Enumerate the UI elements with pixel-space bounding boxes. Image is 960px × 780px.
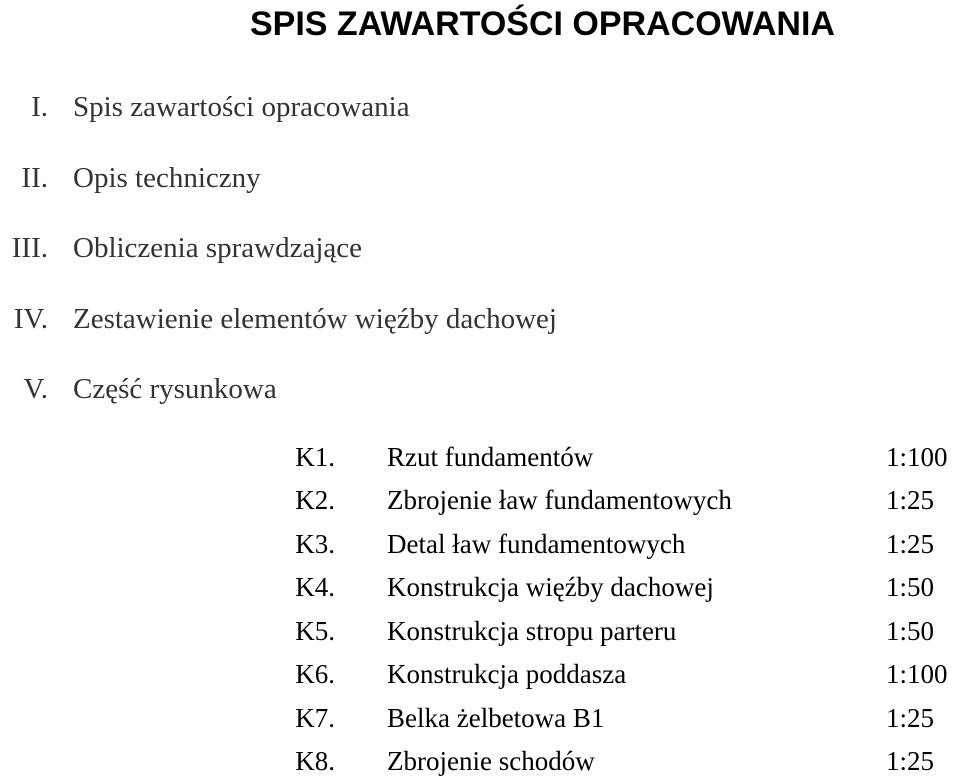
drawing-code: K6. (295, 659, 335, 689)
drawing-scale: 1:25 (886, 485, 935, 515)
drawing-name: Belka żelbetowa B1 (387, 703, 605, 733)
drawing-scale: 1:25 (886, 529, 935, 559)
drawing-row-k8 (0, 743, 960, 779)
drawing-row-k7 (0, 700, 960, 736)
drawing-name: Detal ław fundamentowych (387, 529, 686, 559)
drawing-code: K3. (295, 529, 335, 559)
drawing-scale: 1:100 (886, 659, 948, 689)
drawing-code: K1. (295, 442, 335, 472)
drawing-scale: 1:50 (886, 616, 935, 646)
document-title: SPIS ZAWARTOŚCI OPRACOWANIA (250, 5, 835, 43)
drawing-name: Konstrukcja więźby dachowej (387, 572, 714, 602)
drawing-code: K5. (295, 616, 335, 646)
drawing-row-k6 (0, 656, 960, 692)
drawing-scale: 1:50 (886, 572, 935, 602)
drawing-code: K2. (295, 485, 335, 515)
toc-item-label: Opis techniczny (73, 162, 261, 194)
drawing-code: K7. (295, 703, 335, 733)
toc-item-label: Zestawienie elementów więźby dachowej (73, 303, 557, 335)
drawing-code: K4. (295, 572, 335, 602)
drawing-row-k5 (0, 613, 960, 649)
drawing-row-k4 (0, 569, 960, 605)
toc-item-number: II. (21, 162, 48, 194)
drawing-name: Konstrukcja poddasza (387, 659, 627, 689)
toc-item-1 (0, 87, 960, 127)
toc-item-4 (0, 299, 960, 339)
drawing-row-k3 (0, 526, 960, 562)
toc-item-label: Obliczenia sprawdzające (73, 232, 363, 264)
drawing-row-k1 (0, 439, 960, 475)
drawing-scale: 1:100 (886, 442, 948, 472)
toc-item-label: Część rysunkowa (73, 373, 277, 405)
drawing-scale: 1:25 (886, 746, 935, 776)
toc-item-number: V. (23, 373, 48, 405)
drawing-name: Rzut fundamentów (387, 442, 594, 472)
toc-item-3 (0, 228, 960, 268)
drawing-code: K8. (295, 746, 335, 776)
toc-item-number: IV. (13, 303, 48, 335)
drawing-row-k2 (0, 482, 960, 518)
toc-item-5 (0, 369, 960, 409)
toc-item-number: I. (31, 91, 48, 123)
drawing-name: Zbrojenie ław fundamentowych (387, 485, 732, 515)
drawing-name: Konstrukcja stropu parteru (387, 616, 677, 646)
drawing-scale: 1:25 (886, 703, 935, 733)
toc-item-number: III. (11, 232, 48, 264)
toc-item-2 (0, 158, 960, 198)
toc-item-label: Spis zawartości opracowania (73, 91, 410, 123)
drawing-name: Zbrojenie schodów (387, 746, 595, 776)
